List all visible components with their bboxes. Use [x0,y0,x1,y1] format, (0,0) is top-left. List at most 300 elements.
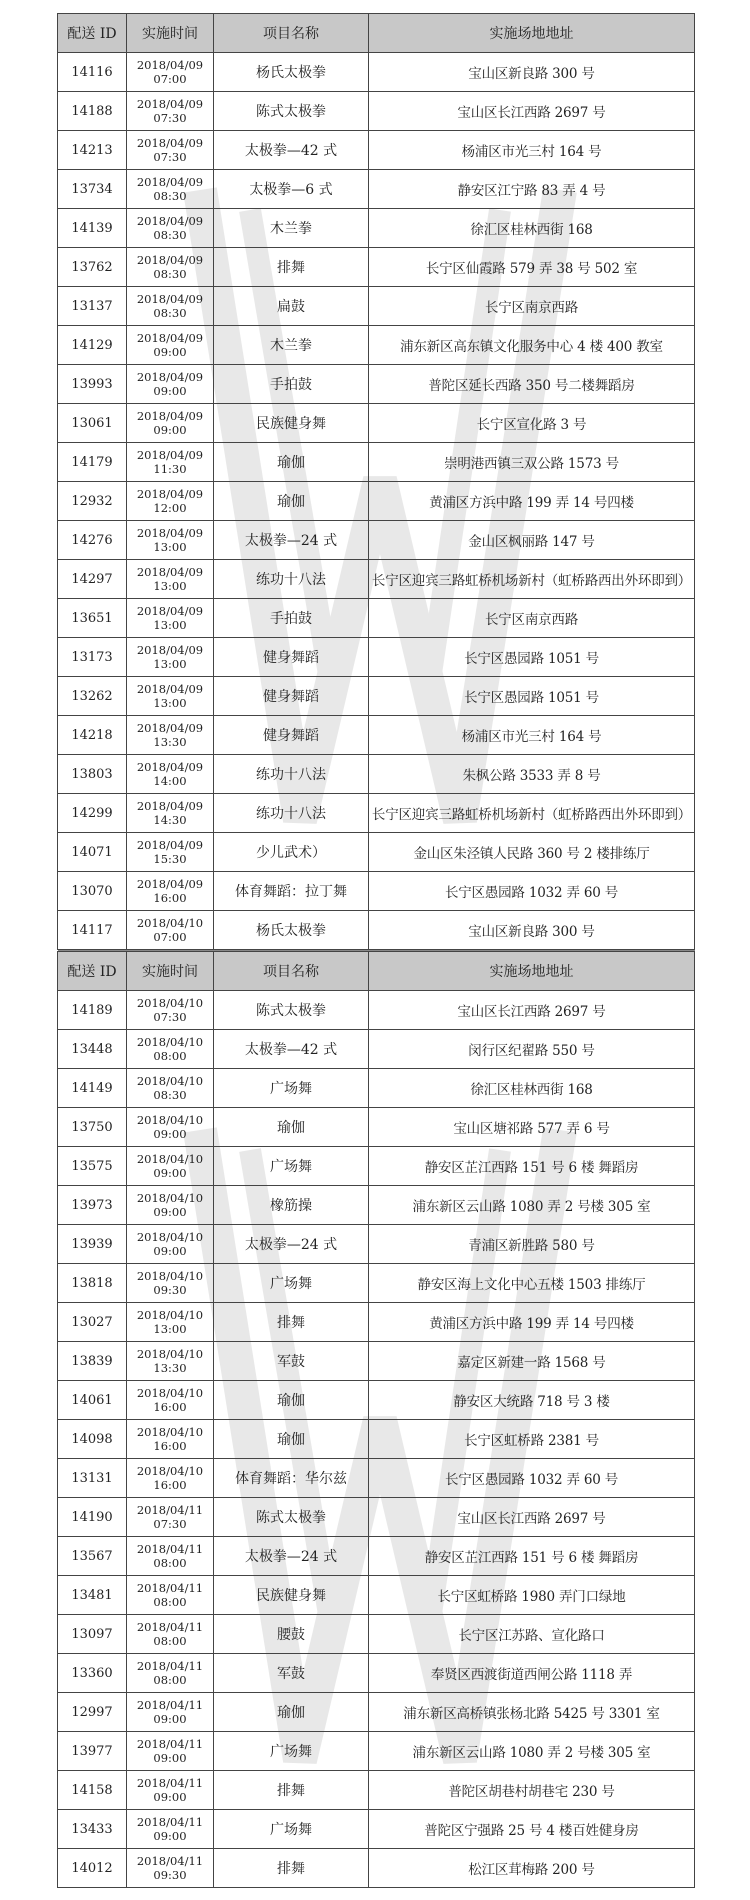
cell-time [127,1420,214,1459]
cell-time [127,677,214,716]
cell-address: 金山区朱泾镇人民路 360 号 2 楼排练厅 [369,833,695,872]
cell-time [127,1303,214,1342]
cell-project: 排舞 [214,1849,369,1888]
cell-id: 14276 [58,521,127,560]
cell-address: 金山区枫丽路 147 号 [369,521,695,560]
cell-address: 浦东新区云山路 1080 弄 2 号楼 305 室 [369,1732,695,1771]
cell-hour-text: 09:00 [153,1790,187,1804]
cell-date-text: 2018/04/09 [136,487,204,501]
table-row [58,443,695,482]
cell-time [127,92,214,131]
cell-time [127,1264,214,1303]
cell-address: 长宁区南京西路 [369,599,695,638]
table-row [58,872,695,911]
cell-id: 13993 [58,365,127,404]
cell-project: 太极拳—24 式 [214,1225,369,1264]
table-row [58,677,695,716]
cell-project: 杨氏太极拳 [214,911,369,950]
cell-date-text: 2018/04/09 [136,604,204,618]
cell-project: 瑜伽 [214,1420,369,1459]
table-row [58,404,695,443]
cell-id: 12932 [58,482,127,521]
table-row [58,482,695,521]
cell-time [127,482,214,521]
table-row [58,209,695,248]
cell-address: 长宁区江苏路、宣化路口 [369,1615,695,1654]
cell-id: 14139 [58,209,127,248]
cell-project: 手拍鼓 [214,599,369,638]
cell-id: 14012 [58,1849,127,1888]
cell-address: 长宁区愚园路 1032 弄 60 号 [369,872,695,911]
cell-address: 青浦区新胜路 580 号 [369,1225,695,1264]
cell-date-text: 2018/04/09 [136,682,204,696]
cell-id: 13575 [58,1147,127,1186]
cell-date-text: 2018/04/09 [136,331,204,345]
header-project: 项目名称 [214,952,369,991]
cell-date-text: 2018/04/10 [136,1074,204,1088]
cell-date-text: 2018/04/09 [136,97,204,111]
cell-hour-text: 07:30 [153,1010,187,1024]
cell-address: 长宁区迎宾三路虹桥机场新村（虹桥路西出外环即到） [369,794,695,833]
table-row [58,794,695,833]
table-row [58,991,695,1030]
cell-date-text: 2018/04/09 [136,214,204,228]
cell-date-text: 2018/04/09 [136,565,204,579]
cell-date-text: 2018/04/10 [136,1035,204,1049]
cell-id: 13939 [58,1225,127,1264]
cell-time [127,209,214,248]
cell-project: 陈式太极拳 [214,1498,369,1537]
cell-id: 14179 [58,443,127,482]
table-row [58,521,695,560]
cell-date-text: 2018/04/09 [136,175,204,189]
cell-address: 浦东新区高东镇文化服务中心 4 楼 400 教室 [369,326,695,365]
cell-hour-text: 13:30 [153,735,187,749]
cell-hour-text: 09:30 [153,1868,187,1882]
cell-project: 瑜伽 [214,1108,369,1147]
cell-project: 健身舞蹈 [214,638,369,677]
cell-date-text: 2018/04/11 [136,1698,204,1712]
cell-id: 13070 [58,872,127,911]
cell-date-text: 2018/04/10 [136,1230,204,1244]
cell-time [127,1459,214,1498]
table-row [58,911,695,950]
header-address: 实施场地地址 [369,14,695,53]
cell-time [127,872,214,911]
cell-hour-text: 13:00 [153,540,187,554]
cell-id: 13131 [58,1459,127,1498]
cell-project: 太极拳—6 式 [214,170,369,209]
cell-project: 民族健身舞 [214,1576,369,1615]
cell-address: 长宁区愚园路 1032 弄 60 号 [369,1459,695,1498]
cell-hour-text: 16:00 [153,1478,187,1492]
table-row [58,1030,695,1069]
table-row [58,1615,695,1654]
cell-address: 长宁区仙霞路 579 弄 38 号 502 室 [369,248,695,287]
cell-address: 长宁区虹桥路 1980 弄门口绿地 [369,1576,695,1615]
cell-project: 排舞 [214,1303,369,1342]
table-row [58,1303,695,1342]
cell-project: 太极拳—42 式 [214,1030,369,1069]
cell-address: 杨浦区市光三村 164 号 [369,716,695,755]
cell-hour-text: 09:00 [153,1751,187,1765]
cell-hour-text: 13:30 [153,1361,187,1375]
cell-id: 14213 [58,131,127,170]
table-row [58,1654,695,1693]
table-row [58,1771,695,1810]
cell-address: 普陀区延长西路 350 号二楼舞蹈房 [369,365,695,404]
cell-address: 黄浦区方浜中路 199 弄 14 号四楼 [369,482,695,521]
cell-date-text: 2018/04/09 [136,526,204,540]
cell-address: 浦东新区高桥镇张杨北路 5425 号 3301 室 [369,1693,695,1732]
cell-hour-text: 07:30 [153,150,187,164]
cell-id: 13818 [58,1264,127,1303]
cell-time [127,248,214,287]
cell-hour-text: 15:30 [153,852,187,866]
cell-address: 奉贤区西渡街道西闸公路 1118 弄 [369,1654,695,1693]
cell-date-text: 2018/04/09 [136,721,204,735]
cell-hour-text: 09:00 [153,1166,187,1180]
cell-id: 14071 [58,833,127,872]
cell-id: 13977 [58,1732,127,1771]
cell-address: 静安区大统路 718 号 3 楼 [369,1381,695,1420]
cell-time [127,560,214,599]
cell-date-text: 2018/04/11 [136,1815,204,1829]
cell-project: 广场舞 [214,1147,369,1186]
cell-project: 瑜伽 [214,1693,369,1732]
cell-address: 徐汇区桂林西街 168 [369,1069,695,1108]
table-row [58,1147,695,1186]
cell-hour-text: 08:30 [153,1088,187,1102]
cell-date-text: 2018/04/09 [136,409,204,423]
cell-id: 14188 [58,92,127,131]
table-row [58,599,695,638]
cell-address: 长宁区愚园路 1051 号 [369,677,695,716]
cell-hour-text: 09:00 [153,1244,187,1258]
cell-project: 广场舞 [214,1264,369,1303]
cell-date-text: 2018/04/09 [136,292,204,306]
cell-time [127,991,214,1030]
cell-address: 松江区茸梅路 200 号 [369,1849,695,1888]
cell-address: 宝山区长江西路 2697 号 [369,1498,695,1537]
cell-address: 杨浦区市光三村 164 号 [369,131,695,170]
cell-hour-text: 09:00 [153,345,187,359]
cell-id: 14098 [58,1420,127,1459]
cell-project: 扁鼓 [214,287,369,326]
cell-hour-text: 12:00 [153,501,187,515]
cell-project: 健身舞蹈 [214,677,369,716]
cell-address: 长宁区宣化路 3 号 [369,404,695,443]
cell-date-text: 2018/04/11 [136,1737,204,1751]
cell-project: 军鼓 [214,1654,369,1693]
table-row [58,1264,695,1303]
cell-id: 13481 [58,1576,127,1615]
cell-address: 闵行区纪翟路 550 号 [369,1030,695,1069]
cell-project: 排舞 [214,248,369,287]
cell-hour-text: 08:30 [153,306,187,320]
header-id: 配送 ID [58,952,127,991]
cell-date-text: 2018/04/10 [136,1113,204,1127]
cell-hour-text: 08:00 [153,1673,187,1687]
cell-hour-text: 16:00 [153,1400,187,1414]
table-row [58,365,695,404]
table-header-row [58,14,695,53]
cell-address: 徐汇区桂林西街 168 [369,209,695,248]
cell-id: 14299 [58,794,127,833]
table-row [58,560,695,599]
cell-date-text: 2018/04/11 [136,1542,204,1556]
cell-time [127,1771,214,1810]
cell-date-text: 2018/04/11 [136,1854,204,1868]
cell-id: 13061 [58,404,127,443]
cell-time [127,1108,214,1147]
table-row [58,755,695,794]
cell-time [127,1498,214,1537]
cell-hour-text: 13:00 [153,696,187,710]
cell-hour-text: 08:00 [153,1049,187,1063]
cell-date-text: 2018/04/11 [136,1581,204,1595]
cell-time [127,1381,214,1420]
cell-time [127,521,214,560]
cell-time [127,131,214,170]
cell-address: 静安区芷江西路 151 号 6 楼 舞蹈房 [369,1537,695,1576]
cell-time [127,326,214,365]
cell-id: 14190 [58,1498,127,1537]
cell-date-text: 2018/04/10 [136,1386,204,1400]
cell-project: 手拍鼓 [214,365,369,404]
table-row [58,92,695,131]
cell-id: 14158 [58,1771,127,1810]
cell-id: 13433 [58,1810,127,1849]
schedule-document [57,13,694,1888]
cell-id: 13027 [58,1303,127,1342]
cell-time [127,833,214,872]
cell-project: 广场舞 [214,1732,369,1771]
cell-time [127,404,214,443]
cell-address: 长宁区迎宾三路虹桥机场新村（虹桥路西出外环即到） [369,560,695,599]
cell-project: 练功十八法 [214,560,369,599]
cell-project: 体育舞蹈：拉丁舞 [214,872,369,911]
cell-hour-text: 07:00 [153,930,187,944]
cell-date-text: 2018/04/10 [136,1425,204,1439]
cell-project: 木兰拳 [214,209,369,248]
cell-project: 瑜伽 [214,482,369,521]
cell-id: 12997 [58,1693,127,1732]
cell-hour-text: 08:30 [153,189,187,203]
cell-address: 长宁区虹桥路 2381 号 [369,1420,695,1459]
cell-address: 普陀区宁强路 25 号 4 楼百姓健身房 [369,1810,695,1849]
table-row [58,638,695,677]
cell-address: 朱枫公路 3533 弄 8 号 [369,755,695,794]
table-row [58,1498,695,1537]
cell-date-text: 2018/04/10 [136,1308,204,1322]
cell-time [127,1030,214,1069]
header-address: 实施场地地址 [369,952,695,991]
cell-date-text: 2018/04/09 [136,838,204,852]
cell-date-text: 2018/04/11 [136,1659,204,1673]
cell-address: 黄浦区方浜中路 199 弄 14 号四楼 [369,1303,695,1342]
cell-time [127,716,214,755]
cell-date-text: 2018/04/09 [136,760,204,774]
cell-date-text: 2018/04/10 [136,1464,204,1478]
cell-id: 13734 [58,170,127,209]
cell-id: 13651 [58,599,127,638]
cell-id: 14116 [58,53,127,92]
cell-hour-text: 13:00 [153,1322,187,1336]
cell-id: 13839 [58,1342,127,1381]
cell-time [127,1537,214,1576]
cell-time [127,53,214,92]
cell-hour-text: 09:30 [153,1283,187,1297]
cell-hour-text: 08:30 [153,228,187,242]
cell-id: 13360 [58,1654,127,1693]
cell-hour-text: 09:00 [153,1712,187,1726]
cell-time [127,638,214,677]
cell-time [127,1849,214,1888]
cell-time [127,1225,214,1264]
table-row [58,131,695,170]
cell-time [127,170,214,209]
table-row [58,1108,695,1147]
cell-time [127,1576,214,1615]
cell-hour-text: 08:00 [153,1595,187,1609]
cell-hour-text: 09:00 [153,1205,187,1219]
cell-time [127,1732,214,1771]
cell-date-text: 2018/04/10 [136,1152,204,1166]
cell-project: 太极拳—24 式 [214,1537,369,1576]
table-row [58,833,695,872]
cell-hour-text: 09:00 [153,1127,187,1141]
cell-address: 宝山区长江西路 2697 号 [369,92,695,131]
cell-date-text: 2018/04/11 [136,1503,204,1517]
cell-time [127,911,214,950]
cell-hour-text: 08:00 [153,1634,187,1648]
table-header-row [58,952,695,991]
cell-time [127,794,214,833]
cell-date-text: 2018/04/10 [136,1269,204,1283]
cell-time [127,1615,214,1654]
cell-address: 长宁区南京西路 [369,287,695,326]
cell-id: 14218 [58,716,127,755]
cell-project: 练功十八法 [214,794,369,833]
cell-id: 14149 [58,1069,127,1108]
cell-hour-text: 07:30 [153,111,187,125]
cell-date-text: 2018/04/10 [136,1191,204,1205]
cell-date-text: 2018/04/11 [136,1620,204,1634]
cell-id: 13750 [58,1108,127,1147]
table-row [58,248,695,287]
header-id: 配送 ID [58,14,127,53]
cell-hour-text: 09:00 [153,423,187,437]
cell-address: 崇明港西镇三双公路 1573 号 [369,443,695,482]
cell-hour-text: 08:30 [153,267,187,281]
cell-hour-text: 14:30 [153,813,187,827]
table-row [58,1186,695,1225]
table-row [58,1225,695,1264]
cell-id: 14189 [58,991,127,1030]
cell-time [127,1342,214,1381]
cell-time [127,1147,214,1186]
cell-date-text: 2018/04/09 [136,643,204,657]
cell-id: 13762 [58,248,127,287]
cell-date-text: 2018/04/09 [136,877,204,891]
cell-time [127,1693,214,1732]
cell-date-text: 2018/04/11 [136,1776,204,1790]
cell-id: 13097 [58,1615,127,1654]
header-project: 项目名称 [214,14,369,53]
cell-address: 静安区海上文化中心五楼 1503 排练厅 [369,1264,695,1303]
cell-address: 宝山区新良路 300 号 [369,53,695,92]
table-row [58,170,695,209]
cell-date-text: 2018/04/09 [136,799,204,813]
cell-address: 宝山区新良路 300 号 [369,911,695,950]
cell-time [127,287,214,326]
header-time: 实施时间 [127,14,214,53]
cell-time [127,1654,214,1693]
cell-project: 练功十八法 [214,755,369,794]
cell-hour-text: 14:00 [153,774,187,788]
cell-project: 陈式太极拳 [214,991,369,1030]
table-row [58,1420,695,1459]
schedule-table [57,13,695,1888]
cell-project: 排舞 [214,1771,369,1810]
cell-project: 军鼓 [214,1342,369,1381]
table-row [58,1732,695,1771]
table-row [58,1537,695,1576]
cell-project: 杨氏太极拳 [214,53,369,92]
cell-hour-text: 09:00 [153,1829,187,1843]
table-row [58,1576,695,1615]
cell-project: 广场舞 [214,1810,369,1849]
cell-id: 13137 [58,287,127,326]
cell-address: 宝山区长江西路 2697 号 [369,991,695,1030]
cell-project: 健身舞蹈 [214,716,369,755]
cell-id: 13448 [58,1030,127,1069]
cell-date-text: 2018/04/09 [136,253,204,267]
cell-hour-text: 13:00 [153,579,187,593]
cell-time [127,1810,214,1849]
cell-hour-text: 11:30 [153,462,187,476]
cell-hour-text: 07:30 [153,1517,187,1531]
table-row [58,1069,695,1108]
cell-id: 13173 [58,638,127,677]
cell-project: 体育舞蹈：华尔兹 [214,1459,369,1498]
cell-id: 14061 [58,1381,127,1420]
cell-date-text: 2018/04/09 [136,370,204,384]
cell-address: 普陀区胡巷村胡巷宅 230 号 [369,1771,695,1810]
cell-address: 浦东新区云山路 1080 弄 2 号楼 305 室 [369,1186,695,1225]
cell-address: 静安区芷江西路 151 号 6 楼 舞蹈房 [369,1147,695,1186]
cell-address: 宝山区塘祁路 577 弄 6 号 [369,1108,695,1147]
table-row [58,326,695,365]
cell-project: 木兰拳 [214,326,369,365]
cell-project: 广场舞 [214,1069,369,1108]
cell-hour-text: 13:00 [153,618,187,632]
cell-hour-text: 09:00 [153,384,187,398]
cell-time [127,365,214,404]
cell-time [127,599,214,638]
table-row [58,53,695,92]
cell-project: 瑜伽 [214,1381,369,1420]
cell-project: 陈式太极拳 [214,92,369,131]
cell-time [127,443,214,482]
table-row [58,1342,695,1381]
cell-id: 13973 [58,1186,127,1225]
cell-project: 太极拳—24 式 [214,521,369,560]
table-row [58,287,695,326]
cell-time [127,755,214,794]
table-row [58,1381,695,1420]
